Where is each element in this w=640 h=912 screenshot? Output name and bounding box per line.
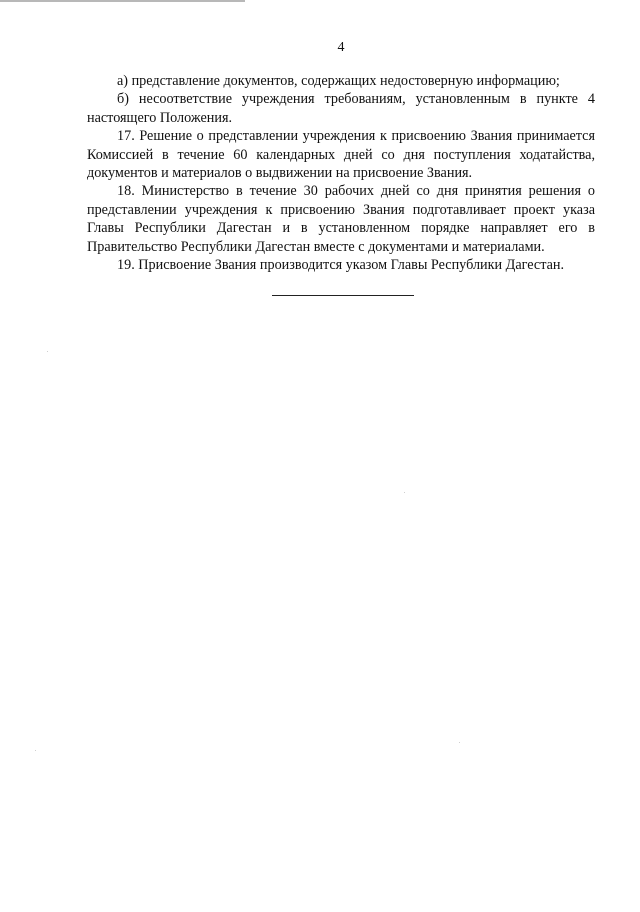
paragraph-17: 17. Решение о представлении учреждения к присвоению Звания принимается Комиссией в течение 60 календарных дней со дня поступления ходатайства, документов и материалов о выдвижении на присвоение Звания. [87,128,595,182]
scan-speck [459,742,460,743]
paragraph-a: а) представление документов, содержащих недостоверную информацию; [117,73,560,89]
paragraph-b: б) несоответствие учреждения требованиям, установленным в пункте 4 настоящего Положения. [87,91,595,126]
scan-speck [35,750,36,751]
scan-speck [404,492,405,493]
paragraph-19: 19. Присвоение Звания производится указом Главы Республики Дагестан. [117,257,565,274]
paragraph-18: 18. Министерство в течение 30 рабочих дней со дня принятия решения о представлении учреждения к присвоению Звания подготавливает проект указа Главы Республики Дагестан и в установленном порядке направляет его в Правительство Республики Дагестан вместе с документами и материалами. [87,183,595,255]
scan-edge-line [0,0,245,2]
page-number: 4 [337,40,345,55]
scan-speck [47,351,48,352]
document-body [87,72,595,274]
end-of-text-rule [272,295,414,296]
